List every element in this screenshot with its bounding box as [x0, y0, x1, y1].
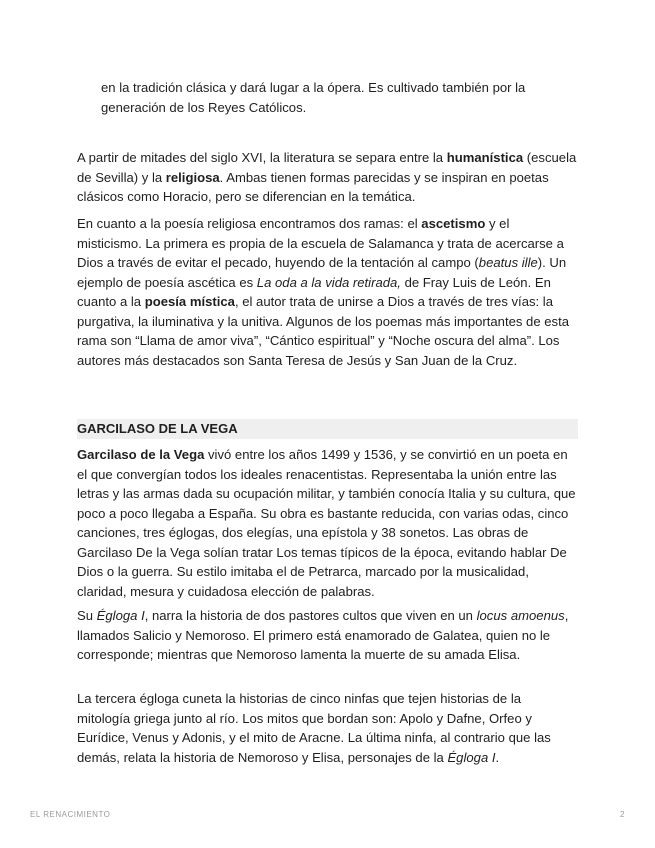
paragraph-religious-poetry — [77, 214, 577, 370]
text: Su — [77, 608, 97, 623]
section-heading: GARCILASO DE LA VEGA — [77, 421, 238, 436]
italic-title: La oda a la vida retirada, — [256, 274, 401, 290]
text: , narra la historia de dos pastores cultos que viven en un — [144, 608, 477, 623]
italic-term: locus amoenus — [476, 608, 565, 623]
text: de Fray Luis de León. En cuanto a la — [77, 274, 551, 309]
paragraph-literature-split — [77, 148, 577, 207]
paragraph-garcilaso-bio — [77, 445, 577, 601]
text: , el autor trata de unirse a Dios a través de tres vías: la purgativa, la iluminativa y la unitiva. Algunos de los poemas más importantes de esta rama son “Llama de amor viva”, “Cántico espiritual” y “Noche oscura del alma”. Los autores más destacados son Santa Teresa de Jesús y San Juan de la Cruz. — [77, 294, 570, 368]
italic-title: Égloga I — [447, 749, 496, 765]
text: y el misticismo. La primera es propia de la escuela de Salamanca y trata de acercarse a Dios a través de evitar el pecado, huyendo de la tentación al campo ( — [77, 216, 564, 270]
text: . — [495, 749, 500, 765]
text: ). Un ejemplo de poesía ascética es — [77, 255, 567, 290]
text: . Ambas tienen formas parecidas y se inspiran en poetas clásicos como Horacio, pero se diferencian en la temática. — [77, 169, 549, 204]
bold-term: poesía mística — [144, 294, 235, 309]
italic-term: beatus ille — [478, 255, 538, 270]
paragraph-egloga-3 — [77, 689, 577, 767]
text: vivó entre los años 1499 y 1536, y se convirtió en un poeta en el que convergían todos los ideales renacentistas. Representaba la unión entre las letras y las armas dada su ocupación militar, y también conocía Italia y su cultura, que poco a poco llegaba a España. Su obra es bastante reducida, con varias odas, cinco canciones, tres églogas, dos elegías, una epístola y 38 sonetos. Las obras de Garcilaso De la Vega solían tratar Los temas típicos de la época, evitando hablar De Dios o la guerra. Su estilo imitaba el de Petrarca, marcado por la musicalidad, claridad, mesura y cuidadosa elección de palabras. — [77, 447, 576, 599]
text: La tercera égloga cuneta la historias de cinco ninfas que tejen historias de la mitología griega junto al río. Los mitos que bordan son: Apolo y Dafne, Orfeo y Eurídice, Venus y Adonis, y el mito de Aracne. La última ninfa, al contrario que las demás, relata la historia de Nemoroso y Elisa, personajes de la — [77, 691, 551, 765]
text: (escuela de Sevilla) y la — [77, 150, 577, 185]
bold-term: ascetismo — [421, 216, 486, 231]
paragraph-egloga-1 — [77, 606, 577, 665]
italic-title: Égloga I — [96, 608, 145, 623]
bold-term: Garcilaso de la Vega — [77, 447, 205, 462]
page-number: 2 — [620, 810, 625, 819]
bold-term: religiosa — [165, 169, 220, 185]
text: , llamados Salicio y Nemoroso. El primero está enamorado de Galatea, quien no le corresponde; mientras que Nemoroso lamenta la muerte de su amada Elisa. — [77, 608, 569, 662]
text: En cuanto a la poesía religiosa encontramos dos ramas: el — [77, 216, 422, 231]
text: A partir de mitades del siglo XVI, la literatura se separa entre la — [77, 150, 447, 165]
bold-term: humanística — [446, 150, 524, 165]
footer-title: EL RENACIMIENTO — [30, 810, 111, 819]
intro-continuation: en la tradición clásica y dará lugar a la ópera. Es cultivado también por la generación de los Reyes Católicos. — [101, 80, 526, 115]
